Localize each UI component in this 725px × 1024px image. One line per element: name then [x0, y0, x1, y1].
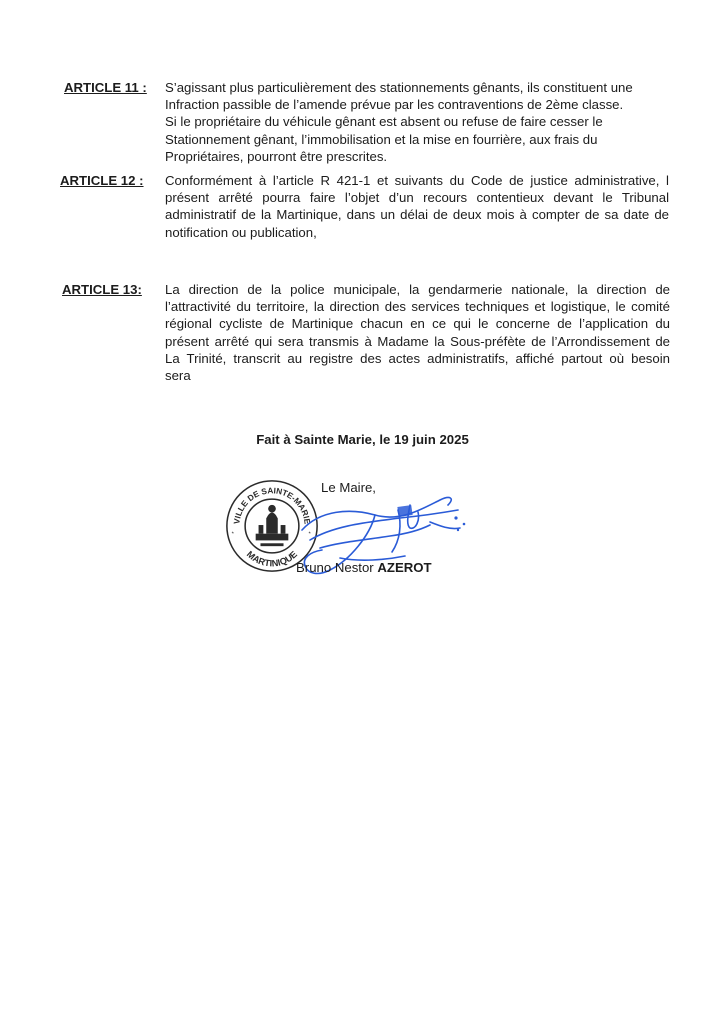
- article-13-line: La Trinité, transcrit au registre des actes administratifs, affiché partout où besoin: [165, 350, 670, 366]
- mayor-name: [296, 560, 432, 575]
- mayor-title: Le Maire,: [321, 480, 376, 495]
- article-13-line: présent arrêté qui sera transmis à Madame la Sous-préfète de l’Arrondissement de: [165, 333, 670, 349]
- article-12-line: Conformément à l’article R 421-1 et suivants du Code de justice administrative, l: [165, 173, 669, 188]
- article-11-line: Infraction passible de l’amende prévue par les contraventions de 2ème classe.: [165, 97, 624, 113]
- svg-text:VILLE DE SAINTE-MARIE: VILLE DE SAINTE-MARIE: [232, 486, 312, 525]
- article-13-line: l’attractivité du territoire, la direction des services techniques et logistique, le comité: [165, 299, 670, 315]
- article-13-label: ARTICLE 13:: [62, 282, 142, 297]
- svg-text:*: *: [231, 531, 234, 538]
- article-12-line: notification ou publication,: [165, 224, 317, 240]
- article-11-label: ARTICLE 11 :: [64, 80, 147, 95]
- article-12-text: [165, 172, 669, 241]
- mayor-first-names: Bruno Nestor: [296, 560, 374, 575]
- article-13-text: [165, 281, 670, 384]
- article-13-line: régional cycliste de Martinique chacun en ce qui le concerne de l’application du: [165, 316, 670, 332]
- article-13-line: sera: [165, 368, 191, 384]
- article-11-line: Propriétaires, pourront être prescrites.: [165, 148, 388, 164]
- place-date: Fait à Sainte Marie, le 19 juin 2025: [256, 432, 469, 447]
- article-13-line: La direction de la police municipale, la gendarmerie nationale, la direction de: [165, 282, 670, 297]
- article-11-line: Stationnement gênant, l’immobilisation et la mise en fourrière, aux frais du: [165, 131, 598, 147]
- article-11-line: Si le propriétaire du véhicule gênant est absent ou refuse de faire cesser le: [165, 114, 603, 130]
- article-12-label: ARTICLE 12 :: [60, 173, 144, 188]
- mayor-surname: AZEROT: [377, 560, 432, 575]
- article-11-text: [165, 79, 633, 165]
- article-11-line: S’agissant plus particulièrement des stationnements gênants, ils constituent une: [165, 80, 633, 95]
- article-12-line: administratif de la Martinique, dans un délai de deux mois à compter de sa date de: [165, 207, 669, 223]
- svg-text:*: *: [308, 531, 311, 538]
- article-12-line: présent arrêté pourra faire l’objet d’un recours contentieux devant le Tribunal: [165, 190, 669, 206]
- svg-text:MARTINIQUE: MARTINIQUE: [244, 549, 300, 569]
